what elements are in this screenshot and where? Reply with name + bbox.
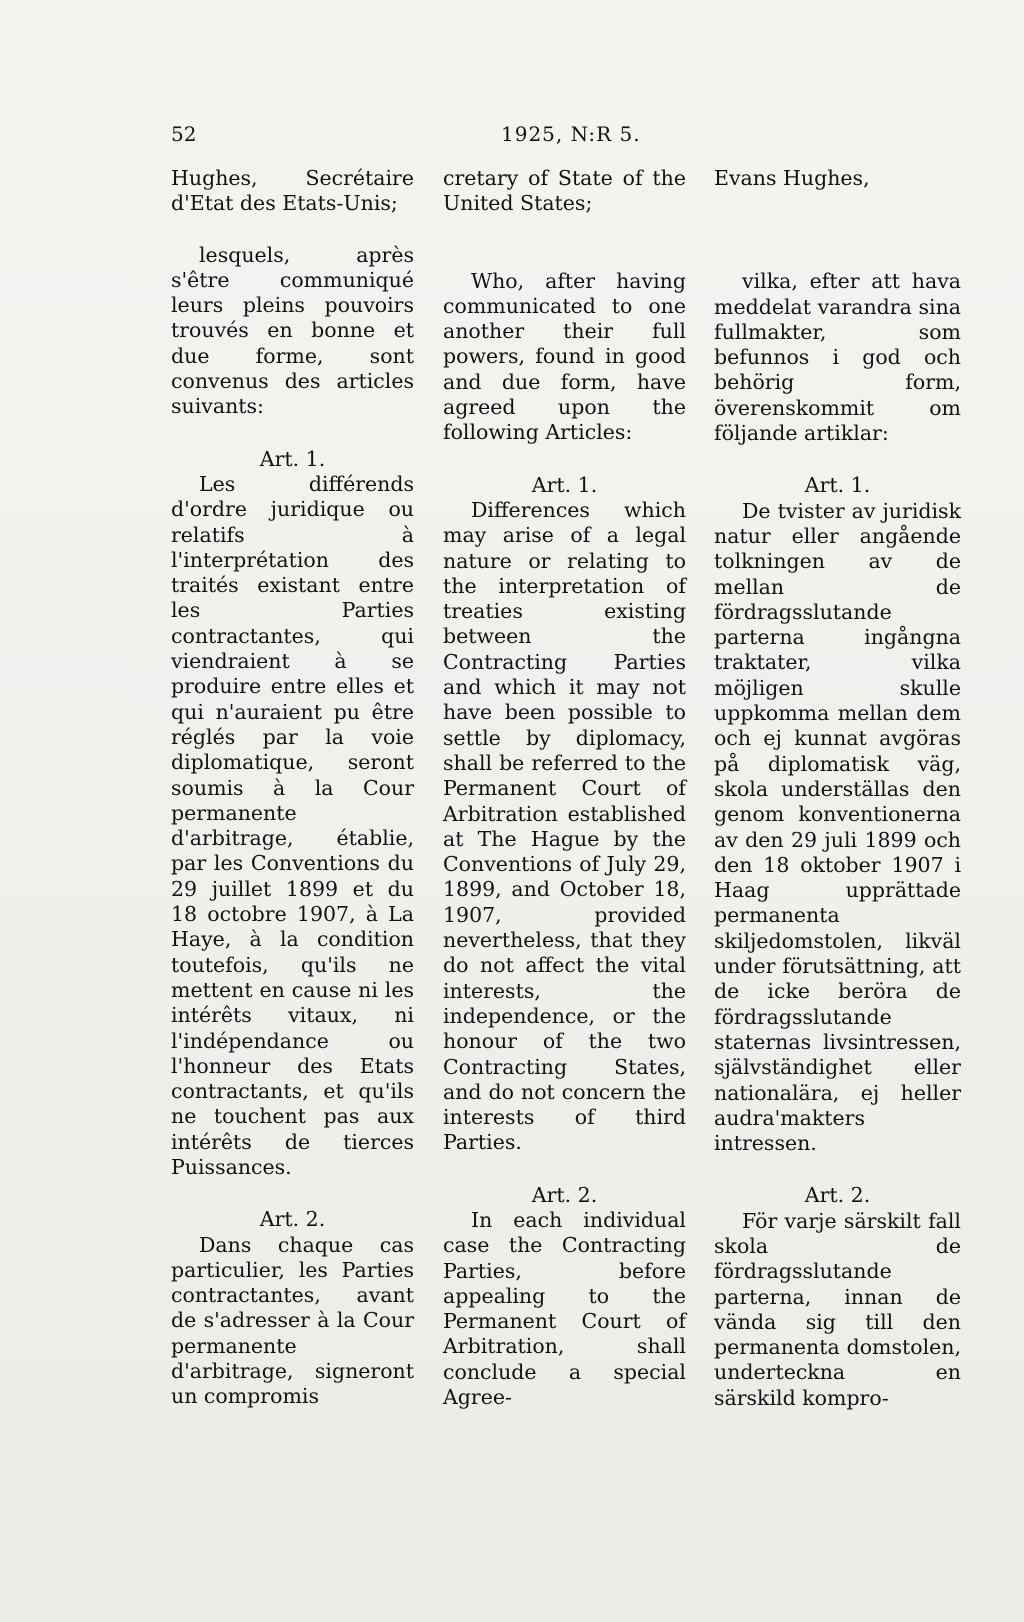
french-preamble: lesquels, après s'être communiqué leurs pleins pouvoirs trouvés en bonne et due forme, sont convenus des articles suivants: [171,242,414,419]
english-preamble: Who, after having communicated to one another their full powers, found in good and due form, have agreed upon the following Articles: [443,268,686,445]
swedish-intro: Evans Hughes, [714,166,870,190]
english-art1-text: Differences which may arise of a legal nature or relating to the interpretation of treaties existing between the Contracting Parties and which it may not have been possible to settle by diplomacy, shall be referred to the Permanent Court of Arbitration established at The Hague by the Conventions of July 29, 1899, and October 18, 1907, provided nevertheless, that they do not affect the vital interests, the independence, or the honour of the two Contracting States, and do not concern the interests of third Parties. [443,497,686,1155]
french-column [171,166,414,1410]
french-art2-text: Dans chaque cas particulier, les Parties contractantes, avant de s'adresser à la Cour permanente d'arbitrage, signeront un compromis [171,1232,414,1409]
swedish-column [714,166,961,1411]
swedish-art2-text: För varje särskilt fall skola de fördragsslutande parterna, innan de vända sig till den permanenta domstolen, underteckna en särskild kompro- [714,1208,961,1410]
english-intro: cretary of State of the United States; [443,166,686,216]
page-number: 52 [171,122,197,146]
french-art1-heading: Art. 1. [259,446,326,471]
english-column [443,166,686,1410]
running-head: 1925, N:R 5. [501,122,641,146]
english-art1-heading: Art. 1. [531,472,598,497]
french-intro: Hughes, Secrétaire d'Etat des Etats-Unis; [171,166,414,216]
swedish-art2-heading: Art. 2. [804,1183,871,1208]
french-art2-heading: Art. 2. [259,1207,326,1232]
english-art2-text: In each individual case the Contracting Parties, before appealing to the Permanent Court of Arbitration, shall conclude a special Agree- [443,1207,686,1410]
french-art1-text: Les différends d'ordre juridique ou relatifs à l'interprétation des traités existant entre les Parties contractantes, qui viendraient à se produire entre elles et qui n'auraient pu être réglés par la voie diplomatique, seront soumis à la Cour permanente d'arbitrage, établie, par les Conventions du 29 juillet 1899 et du 18 octobre 1907, à La Haye, à la condition toutefois, qu'ils ne mettent en cause ni les intérêts vitaux, ni l'indépendance ou l'honneur des Etats contractants, et qu'ils ne touchent pas aux intérêts de tierces Puissances. [171,471,414,1179]
swedish-preamble: vilka, efter att hava meddelat varandra sina fullmakter, som befunnos i god och behörig form, överenskommit om följande artiklar: [714,269,961,446]
page-header [171,122,951,152]
swedish-art1-text: De tvister av juridisk natur eller angående tolkningen av de mellan de fördragsslutande parterna ingångna traktater, vilka möjligen skulle uppkomma mellan dem och ej kunnat avgöras på diplomatisk väg, skola underställas den genom konventionerna av den 29 juli 1899 och den 18 oktober 1907 i Haag upprättade permanenta skiljedomstolen, likväl under förutsättning, att de icke beröra de fördragsslutande staternas livsintressen, självständighet eller nationalära, ej heller audra'makters intressen. [714,498,961,1156]
swedish-art1-heading: Art. 1. [804,473,871,498]
english-art2-heading: Art. 2. [531,1182,598,1207]
